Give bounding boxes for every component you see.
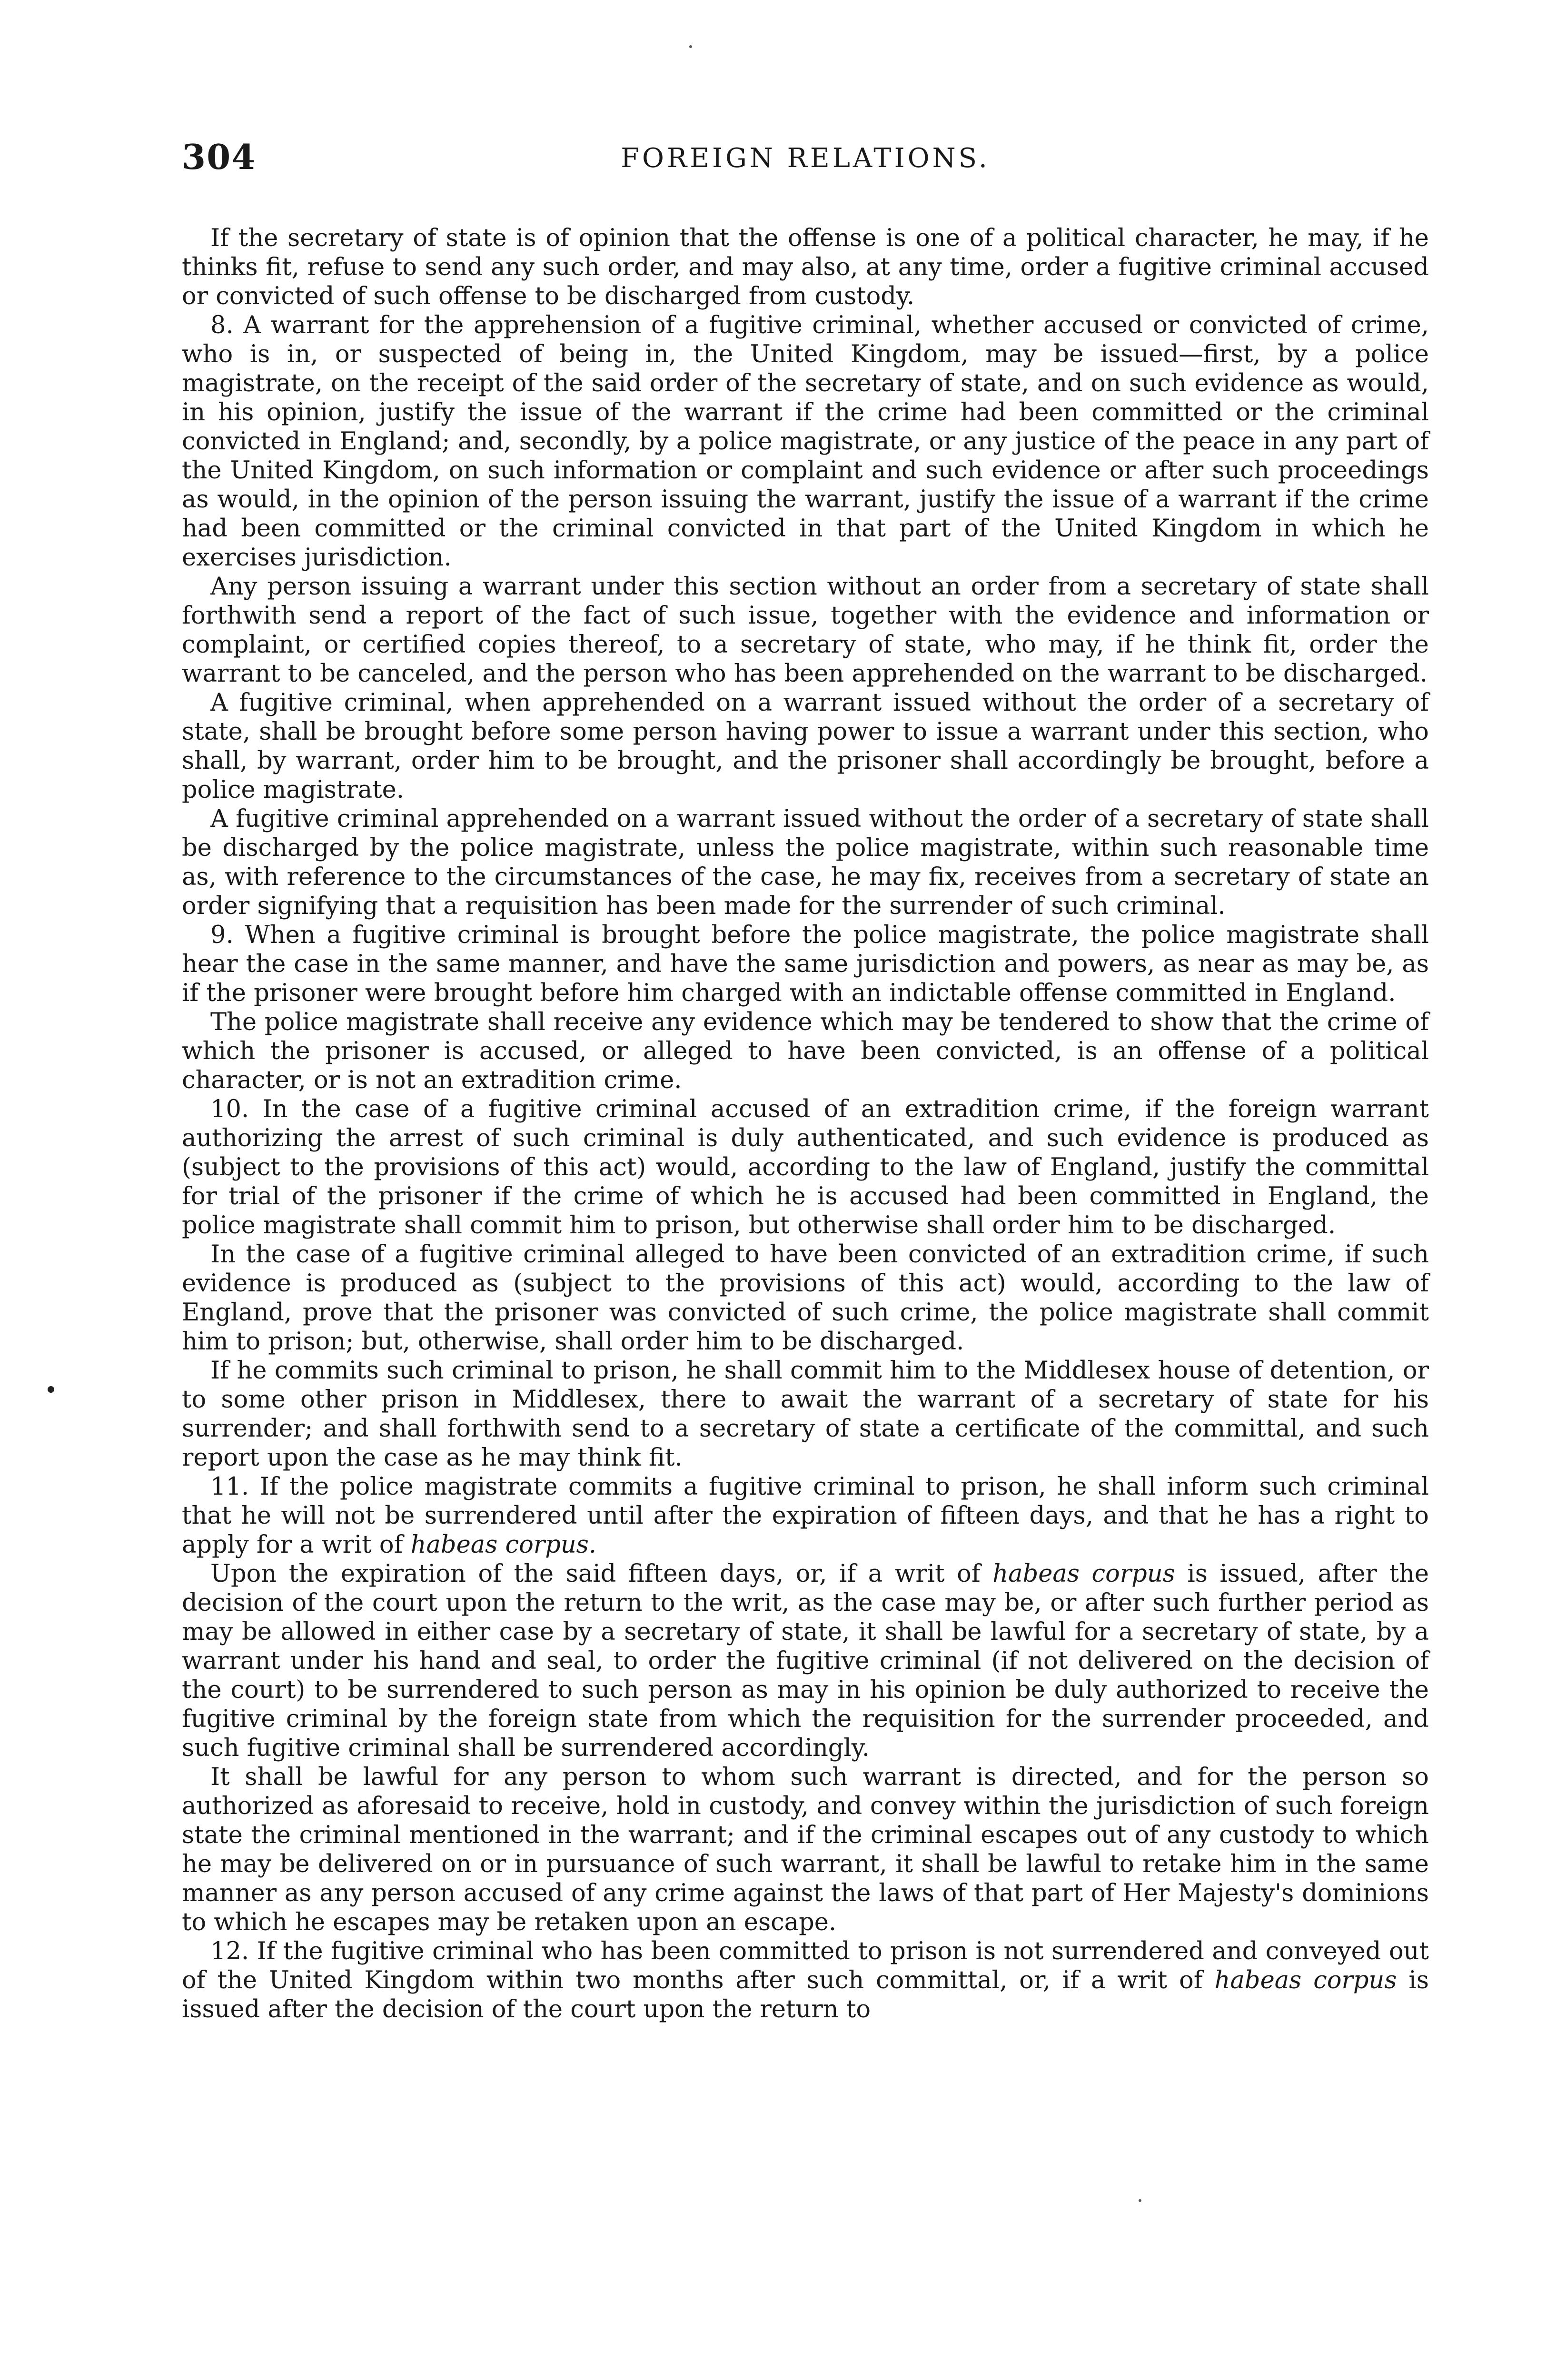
text-run: is issued after the decision of the court upon the return to bbox=[182, 1966, 1429, 2023]
text-run: 12. If the fugitive criminal who has been committed to prison is not surrendered and conveyed out of the United Kingdom within two months after such committal, or, if a writ of bbox=[182, 1937, 1429, 1994]
text-run: Upon the expiration of the said fifteen days, or, if a writ of bbox=[210, 1560, 993, 1588]
body-text bbox=[182, 224, 1429, 2024]
running-header bbox=[182, 136, 1429, 178]
paragraph: It shall be lawful for any person to whom such warrant is directed, and for the person so authorized as aforesaid to receive, hold in custody, and convey within the jurisdiction of such foreign state the criminal mentioned in the warrant; and if the criminal escapes out of any custody to which he may be delivered on or in pursuance of such warrant, it shall be lawful to retake him in the same manner as any person accused of any crime against the laws of that part of Her Majesty's dominions to which he escapes may be retaken upon an escape. bbox=[182, 1763, 1429, 1936]
paragraph: In the case of a fugitive criminal alleged to have been convicted of an extradition crime, if such evidence is produced as (subject to the provisions of this act) would, according to the law of England, prove that the prisoner was convicted of such crime, the police magistrate shall commit him to prison; but, otherwise, shall order him to be discharged. bbox=[182, 1240, 1429, 1356]
italic-term: habeas corpus bbox=[992, 1560, 1175, 1588]
paragraph: If he commits such criminal to prison, he shall commit him to the Middlesex house of detention, or to some other prison in Middlesex, there to await the warrant of a secretary of state for his surrender; and shall forthwith send to a secretary of state a certificate of the committal, and such report upon the case as he may think fit. bbox=[182, 1357, 1429, 1472]
text-run: is issued, after the decision of the court upon the return to the writ, as the case may be, or after such further period as may be allowed in either case by a secretary of state, it shall be lawful for a secretary of state, by a warrant under his hand and seal, to order the fugitive criminal (if not delivered on the decision of the court) to be surrendered to such person as may in his opinion be duly authorized to receive the fugitive criminal by the foreign state from which the requisition for the surrender proceeded, and such fugitive criminal shall be surrendered accordingly. bbox=[182, 1560, 1429, 1762]
italic-term: habeas corpus bbox=[1214, 1966, 1397, 1994]
paragraph: A fugitive criminal, when apprehended on a warrant issued without the order of a secretary of state, shall be brought before some person having power to issue a warrant under this section, who shall, by warrant, order him to be brought, and the prisoner shall accordingly be brought, before a police magistrate. bbox=[182, 689, 1429, 804]
paragraph bbox=[182, 1559, 1429, 1763]
paragraph: Any person issuing a warrant under this section without an order from a secretary of state shall forthwith send a report of the fact of such issue, together with the evidence and information or complaint, or certified copies thereof, to a secretary of state, who may, if he think fit, order the warrant to be canceled, and the person who has been apprehended on the warrant to be discharged. bbox=[182, 573, 1429, 688]
text-run: 11. If the police magistrate commits a fugitive criminal to prison, he shall inform such criminal that he will not be surrendered until after the expiration of fifteen days, and that he has a right to apply for a writ of bbox=[182, 1473, 1429, 1559]
paragraph: A fugitive criminal apprehended on a warrant issued without the order of a secretary of state shall be discharged by the police magistrate, unless the police magistrate, within such reasonable time as, with reference to the circumstances of the case, he may fix, receives from a secretary of state an order signifying that a requisition has been made for the surrender of such criminal. bbox=[182, 805, 1429, 920]
paragraph-section-12 bbox=[182, 1937, 1429, 2024]
running-title: FOREIGN RELATIONS. bbox=[621, 143, 990, 174]
paragraph-section-9: 9. When a fugitive criminal is brought before the police magistrate, the police magistrate shall hear the case in the same manner, and have the same jurisdiction and powers, as near as may be, as if the prisoner were brought before him charged with an indictable offense committed in England. bbox=[182, 921, 1429, 1007]
margin-ink-dot bbox=[48, 1386, 54, 1393]
ink-speck bbox=[1139, 2199, 1141, 2202]
paragraph-section-10: 10. In the case of a fugitive criminal accused of an extradition crime, if the foreign warrant authorizing the arrest of such criminal is duly authenticated, and such evidence is produced as (subject to the provisions of this act) would, according to the law of England, justify the committal for trial of the prisoner if the crime of which he is accused had been committed in England, the police magistrate shall commit him to prison, but otherwise shall order him to be discharged. bbox=[182, 1095, 1429, 1240]
ink-speck bbox=[689, 45, 692, 48]
italic-term: habeas corpus. bbox=[410, 1531, 597, 1559]
paragraph-section-11 bbox=[182, 1472, 1429, 1559]
paragraph: If the secretary of state is of opinion that the offense is one of a political character, he may, if he thinks fit, refuse to send any such order, and may also, at any time, order a fugitive criminal accused or convicted of such offense to be discharged from custody. bbox=[182, 224, 1429, 310]
page-number: 304 bbox=[182, 137, 257, 177]
paragraph: The police magistrate shall receive any evidence which may be tendered to show that the crime of which the prisoner is accused, or alleged to have been convicted, is an offense of a political character, or is not an extradition crime. bbox=[182, 1008, 1429, 1094]
paragraph-section-8: 8. A warrant for the apprehension of a fugitive criminal, whether accused or convicted of crime, who is in, or suspected of being in, the United Kingdom, may be issued—first, by a police magistrate, on the receipt of the said order of the secretary of state, and on such evidence as would, in his opinion, justify the issue of the warrant if the crime had been committed or the criminal convicted in England; and, secondly, by a police magistrate, or any justice of the peace in any part of the United Kingdom, on such information or complaint and such evidence or after such proceedings as would, in the opinion of the person issuing the warrant, justify the issue of a warrant if the crime had been committed or the criminal convicted in that part of the United Kingdom in which he exercises jurisdiction. bbox=[182, 311, 1429, 572]
